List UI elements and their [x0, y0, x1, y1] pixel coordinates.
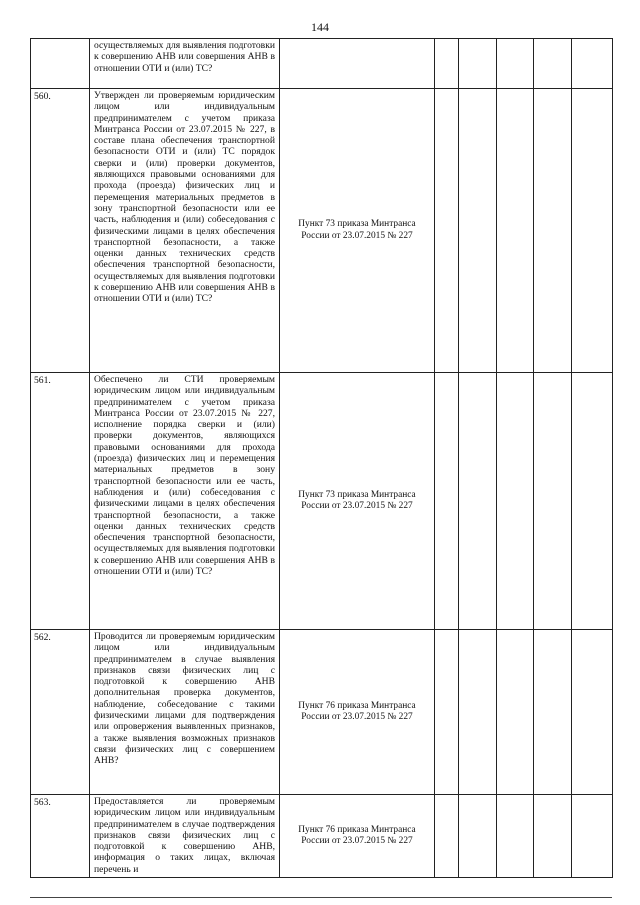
answer-cell [497, 630, 534, 795]
question-text: Проводится ли проверяемым юридическим лицом или индивидуальным предпринимателем в случае выявления признаков связи физических лиц с подготовкой к совершению АНВ дополнительная проверка документов, наблюдение, собеседование с такими физическими лицами для подтверждения или опровержения выявленных признаков, а также выявления возможных признаков связи физических лиц с совершением АНВ? [90, 630, 280, 795]
table-row [31, 795, 613, 878]
row-number: 563. [31, 795, 90, 878]
question-text: Предоставляется ли проверяемым юридическим лицом или индивидуальным предпринимателем в случае подтверждения признаков связи физических лиц с подготовкой к совершению АНВ, информация о таких лицах, включая перечень и [90, 795, 280, 878]
answer-cell [534, 39, 572, 89]
answer-cell [435, 630, 459, 795]
table-row [31, 373, 613, 630]
table-row [31, 630, 613, 795]
legal-reference: Пункт 76 приказа Минтранса России от 23.07.2015 № 227 [280, 630, 435, 795]
row-number: 561. [31, 373, 90, 630]
answer-cell [497, 373, 534, 630]
legal-reference: Пункт 76 приказа Минтранса России от 23.07.2015 № 227 [280, 795, 435, 878]
question-text: Обеспечено ли СТИ проверяемым юридическим лицом или индивидуальным предпринимателем с учетом приказа Минтранса России от 23.07.2015 № 227, исполнение порядка сверки и (или) проверки документов, являющихся правовыми основаниями для прохода (проезда) физических лиц и перемещения материальных предметов в зону транспортной безопасности или ее часть, наблюдения и (или) собеседования с физическими лицами в целях обеспечения транспортной безопасности, а также оценки данных технических средств обеспечения транспортной безопасности, осуществляемых для выявления подготовки к совершению АНВ или совершения АНВ в отношении ОТИ и (или) ТС? [90, 373, 280, 630]
answer-cell [497, 795, 534, 878]
question-text: осуществляемых для выявления подготовки к совершению АНВ или совершения АНВ в отношении ОТИ и (или) ТС? [90, 39, 280, 89]
legal-reference: Пункт 73 приказа Минтранса России от 23.07.2015 № 227 [280, 89, 435, 373]
answer-cell [572, 795, 613, 878]
answer-cell [534, 373, 572, 630]
legal-reference: Пункт 73 приказа Минтранса России от 23.07.2015 № 227 [280, 373, 435, 630]
answer-cell [459, 630, 497, 795]
answer-cell [459, 89, 497, 373]
question-text: Утвержден ли проверяемым юридическим лицом или индивидуальным предпринимателем с учетом приказа Минтранса России от 23.07.2015 № 227, в составе плана обеспечения транспортной безопасности ОТИ и (или) ТС порядок сверки и (или) проверки документов, являющихся правовыми основаниями для прохода (проезда) физических лиц и перемещения материальных предметов в зону транспортной безопасности или ее часть, наблюдения и (или) собеседования с физическими лицами в целях обеспечения транспортной безопасности, а также оценки данных технических средств обеспечения транспортной безопасности, осуществляемых для выявления подготовки к совершению АНВ или совершения АНВ в отношении ОТИ и (или) ТС? [90, 89, 280, 373]
answer-cell [435, 373, 459, 630]
row-number: 562. [31, 630, 90, 795]
table-row [31, 89, 613, 373]
row-number: 560. [31, 89, 90, 373]
answer-cell [435, 795, 459, 878]
answer-cell [435, 39, 459, 89]
row-number [31, 39, 90, 89]
answer-cell [534, 795, 572, 878]
answer-cell [497, 89, 534, 373]
answer-cell [459, 39, 497, 89]
answer-cell [534, 89, 572, 373]
legal-reference [280, 39, 435, 89]
checklist-table [30, 38, 613, 878]
answer-cell [572, 39, 613, 89]
answer-cell [572, 373, 613, 630]
page-number: 144 [311, 20, 329, 34]
answer-cell [435, 89, 459, 373]
page-bottom-edge [30, 897, 612, 898]
table-row [31, 39, 613, 89]
answer-cell [459, 373, 497, 630]
answer-cell [572, 89, 613, 373]
answer-cell [534, 630, 572, 795]
answer-cell [459, 795, 497, 878]
answer-cell [497, 39, 534, 89]
answer-cell [572, 630, 613, 795]
